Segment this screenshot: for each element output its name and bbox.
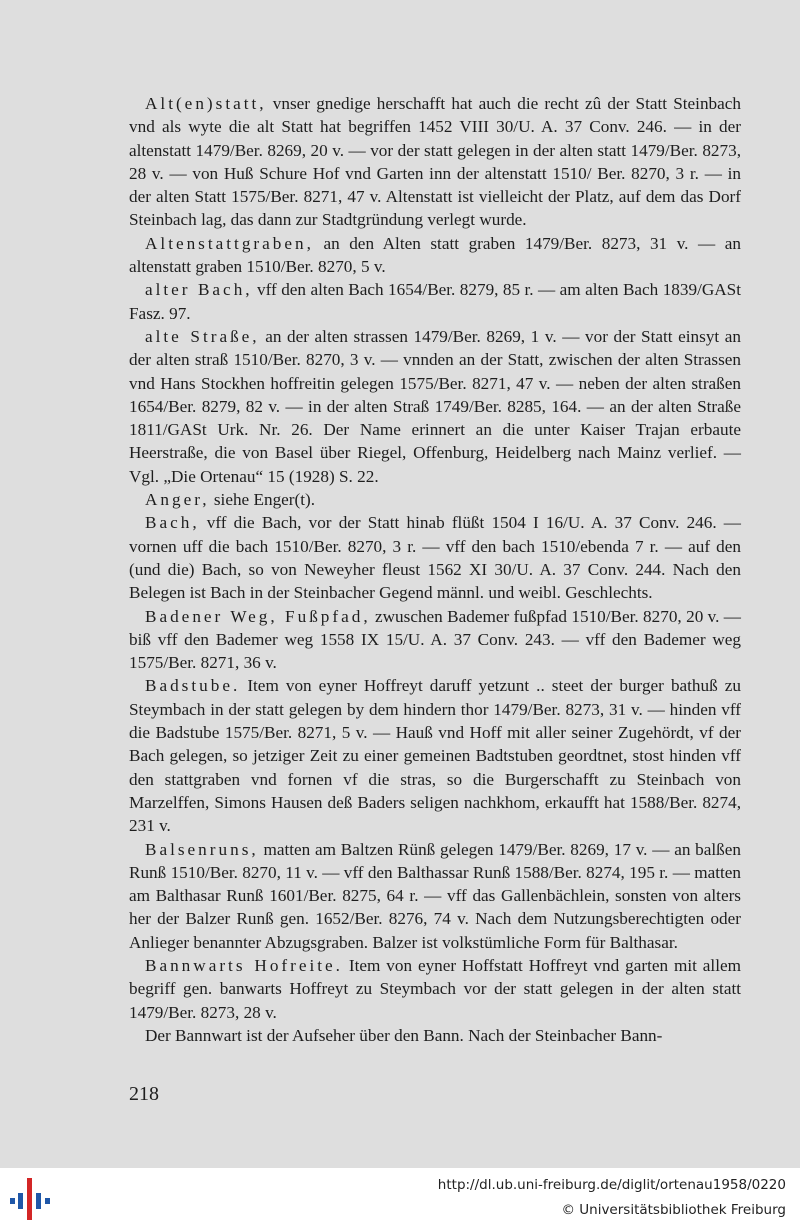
page-number: 218 — [129, 1083, 159, 1105]
entry-body: matten am Baltzen Rünß gelegen 1479/Ber. 8269, 17 v. — an balßen Runß 1510/Ber. 8270, 11 v. — vff den Balthassar Runß 1588/Ber. 8274, 195 r. — matten am Balthasar Runß 1601/Ber. 8275, 64 r. — vff das Gallenbächlein, sonsten von alters her der Balzer Runß gen. 1652/Ber. 8276, 74 v. Nach dem Nutzungsberechtigten oder Anlieger benannter Abzugsgraben. Balzer ist volkstümliche Form für Balthasar. — [129, 839, 741, 952]
entry-bach — [129, 511, 741, 604]
entry-body: vff die Bach, vor der Statt hinab flüßt 1504 I 16/U. A. 37 Conv. 246. — vornen uff die bach 1510/Ber. 8270, 3 r. — vff den bach 1510/ebenda 7 r. — auf den (und die) Bach, so von Neweyher fleust 1562 XI 30/U. A. 37 Conv. 244. Nach den Belegen ist Bach in der Steinbacher Gegend männl. und weibl. Geschlechts. — [129, 513, 741, 603]
entry-headword: Alt(en)statt, — [145, 94, 267, 113]
entry-headword: Bannwarts Hofreite. — [145, 955, 343, 975]
entry-headword: Badstube. — [145, 676, 241, 696]
entry-body: zwuschen Bademer fußpfad 1510/Ber. 8270, 20 v. — biß vff den Bademer weg 1558 IX 15/U. A. 37 Conv. 243. — vff den Bademer weg 1575/Ber. 8271, 36 v. — [129, 606, 741, 673]
entry-body: an der alten strassen 1479/Ber. 8269, 1 v. — vor der Statt einsyt an der alten straß 1510/Ber. 8270, 3 v. — vnnden an der Statt, zwischen der alten Strassen vnd Hans Stockhen hoffreitin gelegen 1575/Ber. 8271, 47 v. — neben der alten straßen 1654/Ber. 8279, 82 v. — in der alten Straß 1749/Ber. 8285, 164. — an der alten Straße 1811/GASt Urk. Nr. 26. Der Name erinnert an die unter Kaiser Trajan erbaute Heerstraße, die von Basel über Riegel, Offenburg, Heidelberg nach Mainz verlief. — Vgl. „Die Ortenau“ 15 (1928) S. 22. — [129, 326, 741, 486]
entry-headword: alte Straße, — [145, 326, 260, 346]
library-logo-icon — [10, 1178, 50, 1220]
entry-altenstatt — [129, 92, 741, 232]
entry-body: an den Alten statt graben 1479/Ber. 8273, 31 v. — an altenstatt graben 1510/Ber. 8270, 5 v. — [129, 233, 741, 277]
entry-headword: Altenstattgraben, — [145, 233, 314, 253]
entry-headword: Badener Weg, Fußpfad, — [145, 606, 371, 626]
entry-headword: Bach, — [145, 513, 200, 533]
entry-headword: alter Bach, — [145, 280, 253, 300]
copyright-notice: © Universitätsbibliothek Freiburg — [561, 1202, 786, 1218]
entry-badener-weg — [129, 605, 741, 675]
entry-body: Item von eyner Hoffstatt Hoffreyt vnd garten mit allem begriff gen. banwarts Hoffreyt zu Steymbach vor der statt gelegen in der alten statt 1479/Ber. 8273, 28 v. — [129, 955, 741, 1022]
entry-bannwarts-hofreite — [129, 954, 741, 1024]
source-url-link[interactable]: http://dl.ub.uni-freiburg.de/diglit/ortenau1958/0220 — [437, 1177, 786, 1193]
entry-badstube — [129, 674, 741, 837]
entry-continuation — [129, 1024, 741, 1047]
entry-altenstattgraben — [129, 232, 741, 279]
entry-headword: Anger, — [145, 490, 210, 510]
footer-bar — [0, 1168, 800, 1226]
entry-body: Der Bannwart ist der Aufseher über den Bann. Nach der Steinbacher Bann- — [145, 1025, 663, 1045]
entry-body: siehe Enger(t). — [209, 490, 316, 510]
entry-headword: Balsenruns, — [145, 839, 259, 859]
entry-body: vff den alten Bach 1654/Ber. 8279, 85 r. — am alten Bach 1839/GASt Fasz. 97. — [129, 280, 741, 323]
entry-anger — [129, 488, 741, 511]
entry-alter-bach — [129, 278, 741, 325]
entry-body: vnser gnedige herschafft hat auch die recht zû der Statt Steinbach vnd als wyte die alt Statt hat begriffen 1452 VIII 30/U. A. 37 Conv. 246. — in der altenstatt 1479/Ber. 8269, 20 v. — vor der statt gelegen in der alten statt 1479/Ber. 8273, 28 v. — von Huß Schure Hof vnd Garten inn der altenstatt 1510/ Ber. 8270, 3 r. — in der alten Statt 1575/Ber. 8271, 47 v. Altenstatt ist vielleicht der Platz, auf dem das Dorf Steinbach lag, das dann zur Stadtgründung verlegt wurde. — [129, 94, 741, 230]
entry-body: Item von eyner Hoffreyt daruff yetzunt .. steet der burger bathuß zu Steymbach in der statt gelegen by dem hindern thor 1479/Ber. 8273, 31 v. — hinden vff die Badstube 1575/Ber. 8271, 5 v. — Hauß vnd Hoff mit aller seiner Zugehördt, vf der Bach gelegen, so jetziger Zeit zu einer gemeinen Badtstuben geordtnet, stost hinden vff den stattgraben vnd fornen vf die stras, so die Burgerschafft zu Steinbach von Marzelffen, Simons Hausen deß Baders seligen nachkhom, erkaufft hat 1588/Ber. 8274, 231 v. — [129, 676, 741, 836]
entry-alte-strasse — [129, 325, 741, 488]
page-text — [129, 92, 741, 1047]
entry-balsenruns — [129, 838, 741, 954]
